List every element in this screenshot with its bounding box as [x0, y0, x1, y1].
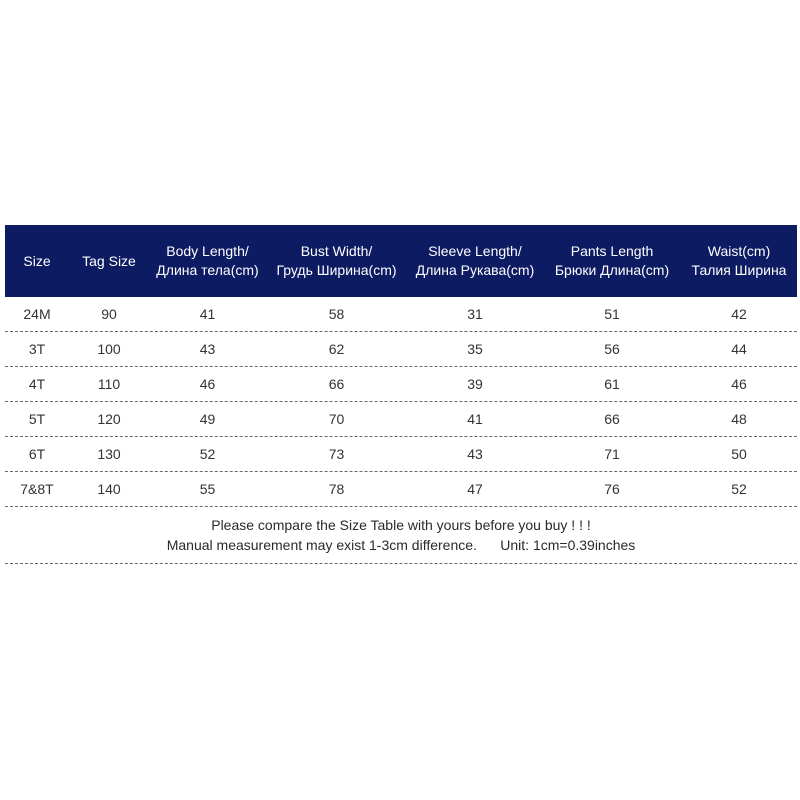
cell-sleeve-length: 31 — [467, 306, 483, 322]
cell-waist: 52 — [731, 481, 747, 497]
cell-size: 5T — [28, 411, 46, 427]
cell-waist: 48 — [731, 411, 747, 427]
header-label: Size — [23, 252, 51, 269]
header-size — [5, 252, 69, 271]
cell-waist: 46 — [731, 376, 747, 392]
cell-waist: 42 — [731, 306, 747, 322]
cell-sleeve-length: 41 — [467, 411, 483, 427]
cell-sleeve-length: 43 — [467, 446, 483, 462]
header-bust-width — [266, 242, 407, 280]
header-waist — [681, 242, 797, 280]
cell-size: 3T — [28, 341, 46, 357]
header-label: Tag Size — [82, 252, 136, 269]
table-row — [5, 472, 797, 507]
header-label: Sleeve Length/ — [428, 243, 522, 259]
cell-size: 6T — [28, 446, 46, 462]
header-label: Body Length/ — [166, 243, 249, 259]
measurement-notice: Manual measurement may exist 1-3cm difference. Unit: 1cm=0.39inches — [166, 537, 636, 553]
cell-pants-length: 61 — [604, 376, 620, 392]
header-label-ru: Брюки Длина(cm) — [554, 262, 670, 278]
cell-tag-size: 100 — [97, 341, 121, 357]
header-label: Waist(cm) — [707, 243, 771, 259]
cell-pants-length: 71 — [604, 446, 620, 462]
header-pants-length — [543, 242, 681, 280]
header-label: Bust Width/ — [300, 243, 373, 259]
compare-notice: Please compare the Size Table with yours before you buy ! ! ! — [211, 517, 591, 533]
cell-body-length: 46 — [199, 376, 216, 392]
cell-sleeve-length: 35 — [467, 341, 483, 357]
table-row — [5, 332, 797, 367]
header-label-ru: Грудь Ширина(cm) — [276, 262, 397, 278]
cell-tag-size: 90 — [101, 306, 117, 322]
header-label-ru: Длина Рукава(cm) — [415, 262, 535, 278]
cell-tag-size: 120 — [97, 411, 121, 427]
table-row — [5, 297, 797, 332]
cell-tag-size: 130 — [97, 446, 121, 462]
size-notes — [5, 507, 797, 564]
cell-size: 4T — [28, 376, 46, 392]
cell-sleeve-length: 47 — [467, 481, 483, 497]
cell-body-length: 55 — [199, 481, 216, 497]
cell-size: 24M — [23, 306, 51, 322]
cell-bust-width: 73 — [328, 446, 345, 462]
cell-bust-width: 66 — [328, 376, 345, 392]
header-body-length — [149, 242, 266, 280]
cell-sleeve-length: 39 — [467, 376, 483, 392]
cell-size: 7&8T — [20, 481, 54, 497]
cell-waist: 44 — [731, 341, 747, 357]
header-tag-size — [69, 252, 149, 271]
cell-waist: 50 — [731, 446, 747, 462]
table-row — [5, 402, 797, 437]
cell-pants-length: 51 — [604, 306, 620, 322]
header-label: Pants Length — [570, 243, 654, 259]
table-row — [5, 367, 797, 402]
cell-pants-length: 76 — [604, 481, 620, 497]
cell-tag-size: 140 — [97, 481, 121, 497]
cell-body-length: 52 — [199, 446, 216, 462]
cell-body-length: 43 — [199, 341, 216, 357]
cell-bust-width: 78 — [328, 481, 345, 497]
size-chart-table — [5, 225, 797, 564]
header-label-ru: Талия Ширина — [691, 262, 787, 278]
cell-tag-size: 110 — [97, 376, 121, 392]
cell-pants-length: 66 — [604, 411, 620, 427]
header-sleeve-length — [407, 242, 543, 280]
cell-bust-width: 58 — [328, 306, 345, 322]
table-header — [5, 225, 797, 297]
cell-pants-length: 56 — [604, 341, 620, 357]
cell-body-length: 41 — [199, 306, 216, 322]
cell-bust-width: 70 — [328, 411, 345, 427]
header-label-ru: Длина тела(cm) — [156, 262, 259, 278]
cell-bust-width: 62 — [328, 341, 345, 357]
cell-body-length: 49 — [199, 411, 216, 427]
table-row — [5, 437, 797, 472]
